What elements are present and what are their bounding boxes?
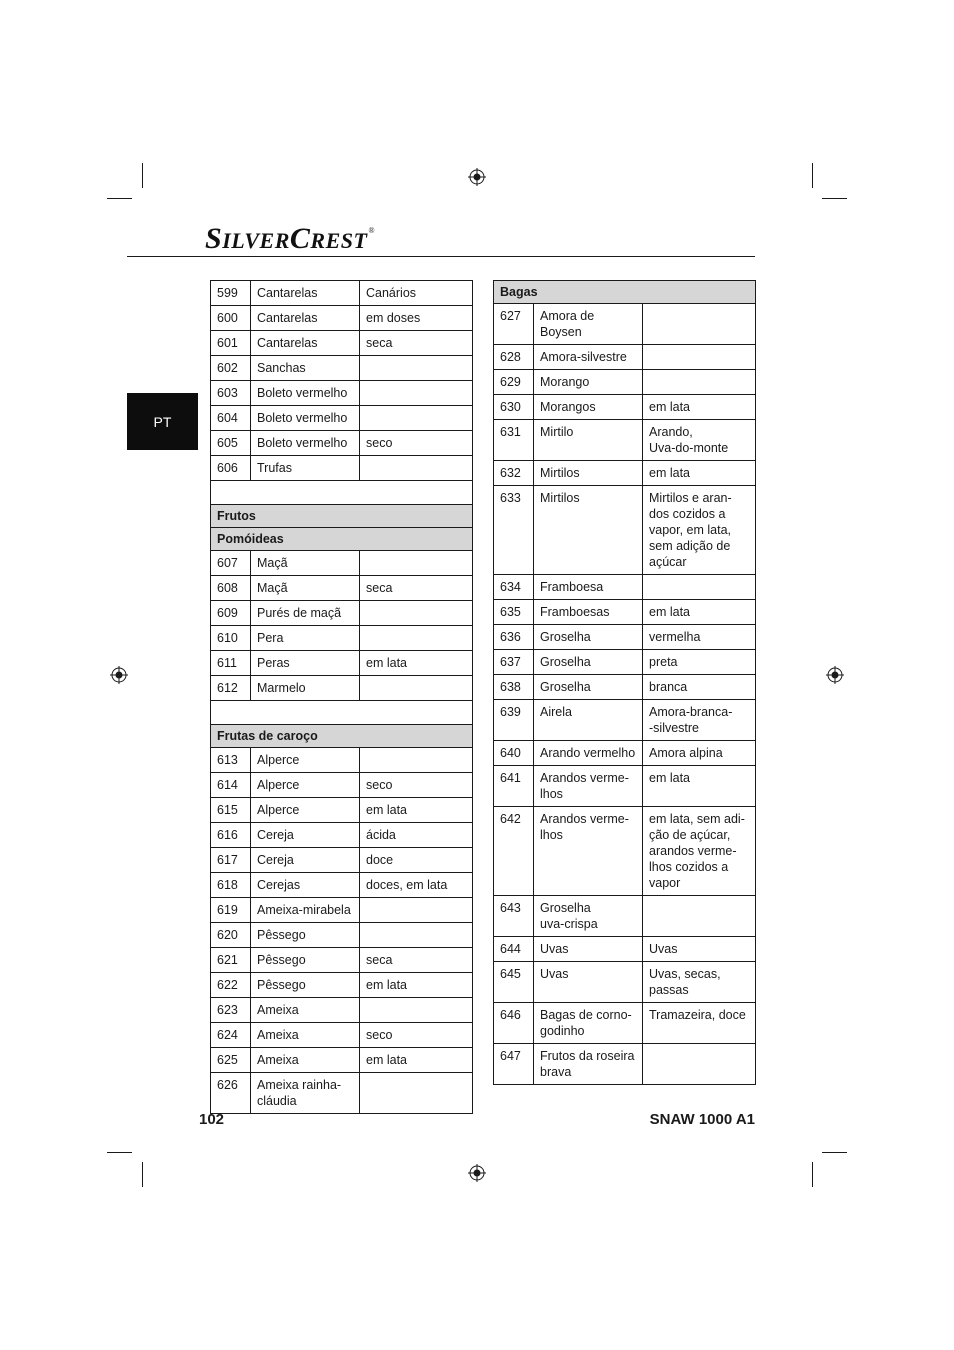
food-name: Ameixa <box>251 998 360 1023</box>
registration-mark-icon <box>468 1164 486 1182</box>
item-number: 626 <box>211 1073 251 1114</box>
food-detail: Tramazeira, doce <box>643 1003 756 1044</box>
table-row <box>211 356 473 381</box>
food-name: Alperce <box>251 773 360 798</box>
food-detail: em lata <box>643 395 756 420</box>
section-header-row <box>211 505 473 528</box>
food-detail <box>643 1044 756 1085</box>
table-row <box>494 675 756 700</box>
table-row <box>211 898 473 923</box>
food-detail <box>643 575 756 600</box>
food-detail: Uvas <box>643 937 756 962</box>
food-detail <box>360 406 473 431</box>
table-row <box>211 381 473 406</box>
table-row <box>211 626 473 651</box>
item-number: 629 <box>494 370 534 395</box>
food-name: Groselha <box>534 675 643 700</box>
food-detail: ácida <box>360 823 473 848</box>
food-detail: seco <box>360 773 473 798</box>
table-row <box>211 998 473 1023</box>
item-number: 611 <box>211 651 251 676</box>
spacer-cell <box>211 701 473 725</box>
table-row <box>211 798 473 823</box>
food-detail <box>360 748 473 773</box>
food-detail <box>360 923 473 948</box>
table-row <box>211 873 473 898</box>
item-number: 602 <box>211 356 251 381</box>
item-number: 622 <box>211 973 251 998</box>
food-detail: vermelha <box>643 625 756 650</box>
item-number: 618 <box>211 873 251 898</box>
item-number: 627 <box>494 304 534 345</box>
table-row <box>211 601 473 626</box>
food-detail: doces, em lata <box>360 873 473 898</box>
brand-logo: SILVERCREST® <box>205 222 376 255</box>
food-detail: em lata <box>360 651 473 676</box>
item-number: 623 <box>211 998 251 1023</box>
food-name: Cereja <box>251 823 360 848</box>
item-number: 613 <box>211 748 251 773</box>
table-row <box>494 600 756 625</box>
item-number: 604 <box>211 406 251 431</box>
item-number: 633 <box>494 486 534 575</box>
food-detail <box>360 381 473 406</box>
item-number: 634 <box>494 575 534 600</box>
table-row <box>494 575 756 600</box>
food-name: Pêssego <box>251 923 360 948</box>
item-number: 639 <box>494 700 534 741</box>
table-row <box>494 650 756 675</box>
table-row <box>494 766 756 807</box>
food-detail: Uvas, secas, passas <box>643 962 756 1003</box>
table-row <box>494 962 756 1003</box>
item-number: 612 <box>211 676 251 701</box>
food-detail: em lata <box>643 600 756 625</box>
food-detail: Mirtilos e aran- dos cozidos a vapor, em lata, sem adição de açúcar <box>643 486 756 575</box>
item-number: 600 <box>211 306 251 331</box>
item-number: 631 <box>494 420 534 461</box>
section-header: Pomóideas <box>211 528 473 551</box>
item-number: 641 <box>494 766 534 807</box>
food-detail <box>643 896 756 937</box>
item-number: 638 <box>494 675 534 700</box>
table-row <box>494 700 756 741</box>
food-detail <box>643 304 756 345</box>
food-detail <box>360 676 473 701</box>
table-row <box>494 625 756 650</box>
food-detail <box>360 998 473 1023</box>
food-name: Cantarelas <box>251 281 360 306</box>
food-detail: em lata <box>360 1048 473 1073</box>
table-row <box>211 406 473 431</box>
registration-mark-icon <box>826 666 844 684</box>
table-row <box>494 807 756 896</box>
food-table-right <box>493 280 756 1085</box>
food-name: Cerejas <box>251 873 360 898</box>
item-number: 614 <box>211 773 251 798</box>
food-name: Morango <box>534 370 643 395</box>
food-name: Uvas <box>534 962 643 1003</box>
food-detail <box>360 626 473 651</box>
table-row <box>494 486 756 575</box>
section-header: Frutas de caroço <box>211 725 473 748</box>
food-name: Cereja <box>251 848 360 873</box>
food-detail: Amora-branca- -silvestre <box>643 700 756 741</box>
item-number: 625 <box>211 1048 251 1073</box>
food-name: Arandos verme- lhos <box>534 766 643 807</box>
item-number: 616 <box>211 823 251 848</box>
item-number: 624 <box>211 1023 251 1048</box>
food-name: Peras <box>251 651 360 676</box>
table-row <box>494 461 756 486</box>
food-name: Amora-silvestre <box>534 345 643 370</box>
food-detail: em lata, sem adi- ção de açúcar, arandos verme- lhos cozidos a vapor <box>643 807 756 896</box>
item-number: 642 <box>494 807 534 896</box>
item-number: 607 <box>211 551 251 576</box>
food-name: Uvas <box>534 937 643 962</box>
crop-mark <box>142 1162 143 1187</box>
food-name: Alperce <box>251 798 360 823</box>
table-row <box>211 331 473 356</box>
table-row <box>211 923 473 948</box>
food-detail: seco <box>360 1023 473 1048</box>
food-name: Boleto vermelho <box>251 406 360 431</box>
table-row <box>211 456 473 481</box>
food-name: Cantarelas <box>251 306 360 331</box>
food-detail <box>643 345 756 370</box>
food-detail: seca <box>360 576 473 601</box>
item-number: 608 <box>211 576 251 601</box>
table-row <box>494 741 756 766</box>
spacer-row <box>211 701 473 725</box>
table-row <box>494 896 756 937</box>
item-number: 615 <box>211 798 251 823</box>
food-name: Boleto vermelho <box>251 431 360 456</box>
food-detail: em doses <box>360 306 473 331</box>
crop-mark <box>142 163 143 188</box>
food-detail: seca <box>360 948 473 973</box>
item-number: 643 <box>494 896 534 937</box>
table-row <box>494 345 756 370</box>
food-detail <box>643 370 756 395</box>
item-number: 630 <box>494 395 534 420</box>
food-name: Groselha <box>534 650 643 675</box>
food-name: Groselha uva-crispa <box>534 896 643 937</box>
item-number: 647 <box>494 1044 534 1085</box>
food-name: Cantarelas <box>251 331 360 356</box>
item-number: 637 <box>494 650 534 675</box>
model-number: SNAW 1000 A1 <box>649 1111 755 1128</box>
crop-mark <box>822 198 847 199</box>
item-number: 619 <box>211 898 251 923</box>
food-name: Arandos verme- lhos <box>534 807 643 896</box>
food-detail: em lata <box>360 973 473 998</box>
food-name: Ameixa <box>251 1023 360 1048</box>
table-row <box>494 1003 756 1044</box>
table-row <box>494 1044 756 1085</box>
table-row <box>211 651 473 676</box>
table-row <box>211 1048 473 1073</box>
food-detail: Amora alpina <box>643 741 756 766</box>
spacer-cell <box>211 481 473 505</box>
table-row <box>494 937 756 962</box>
item-number: 640 <box>494 741 534 766</box>
food-name: Alperce <box>251 748 360 773</box>
food-name: Groselha <box>534 625 643 650</box>
food-name: Pera <box>251 626 360 651</box>
item-number: 617 <box>211 848 251 873</box>
food-name: Ameixa-mirabela <box>251 898 360 923</box>
table-row <box>211 823 473 848</box>
item-number: 603 <box>211 381 251 406</box>
item-number: 609 <box>211 601 251 626</box>
food-name: Arando vermelho <box>534 741 643 766</box>
table-row <box>494 395 756 420</box>
item-number: 646 <box>494 1003 534 1044</box>
crop-mark <box>107 198 132 199</box>
item-number: 601 <box>211 331 251 356</box>
section-header-row <box>211 725 473 748</box>
food-name: Morangos <box>534 395 643 420</box>
table-row <box>211 773 473 798</box>
food-name: Pêssego <box>251 973 360 998</box>
table-row <box>211 948 473 973</box>
food-detail: em lata <box>360 798 473 823</box>
food-detail <box>360 456 473 481</box>
crop-mark <box>107 1152 132 1153</box>
section-header-row <box>211 528 473 551</box>
section-header-row <box>494 281 756 304</box>
food-detail: doce <box>360 848 473 873</box>
table-row <box>211 848 473 873</box>
food-name: Ameixa rainha- cláudia <box>251 1073 360 1114</box>
food-detail <box>360 601 473 626</box>
food-detail <box>360 898 473 923</box>
food-detail: em lata <box>643 461 756 486</box>
food-name: Marmelo <box>251 676 360 701</box>
table-row <box>211 973 473 998</box>
food-detail <box>360 356 473 381</box>
food-name: Sanchas <box>251 356 360 381</box>
table-row <box>494 304 756 345</box>
item-number: 644 <box>494 937 534 962</box>
food-detail <box>360 1073 473 1114</box>
item-number: 635 <box>494 600 534 625</box>
item-number: 606 <box>211 456 251 481</box>
food-detail <box>360 551 473 576</box>
food-detail: branca <box>643 675 756 700</box>
table-row <box>211 431 473 456</box>
crop-mark <box>812 163 813 188</box>
item-number: 645 <box>494 962 534 1003</box>
item-number: 610 <box>211 626 251 651</box>
food-detail: Arando, Uva-do-monte <box>643 420 756 461</box>
food-name: Pêssego <box>251 948 360 973</box>
spacer-row <box>211 481 473 505</box>
food-name: Maçã <box>251 576 360 601</box>
item-number: 636 <box>494 625 534 650</box>
food-name: Frutos da roseira brava <box>534 1044 643 1085</box>
registration-mark-icon <box>110 666 128 684</box>
food-detail: seca <box>360 331 473 356</box>
food-name: Ameixa <box>251 1048 360 1073</box>
food-detail: seco <box>360 431 473 456</box>
food-name: Trufas <box>251 456 360 481</box>
table-row <box>211 748 473 773</box>
crop-mark <box>822 1152 847 1153</box>
food-detail: Canários <box>360 281 473 306</box>
table-row <box>211 1023 473 1048</box>
food-name: Mirtilos <box>534 461 643 486</box>
table-row <box>494 370 756 395</box>
table-row <box>494 420 756 461</box>
item-number: 632 <box>494 461 534 486</box>
food-name: Mirtilo <box>534 420 643 461</box>
food-name: Framboesas <box>534 600 643 625</box>
food-name: Maçã <box>251 551 360 576</box>
food-name: Amora de Boysen <box>534 304 643 345</box>
table-row <box>211 306 473 331</box>
header-rule <box>127 256 755 257</box>
table-row <box>211 281 473 306</box>
item-number: 628 <box>494 345 534 370</box>
section-header: Frutos <box>211 505 473 528</box>
food-name: Framboesa <box>534 575 643 600</box>
food-detail: em lata <box>643 766 756 807</box>
table-row <box>211 551 473 576</box>
registration-mark-icon <box>468 168 486 186</box>
item-number: 599 <box>211 281 251 306</box>
table-row <box>211 676 473 701</box>
page-number: 102 <box>199 1111 225 1128</box>
language-tab: PT <box>127 393 198 450</box>
food-name: Bagas de corno- godinho <box>534 1003 643 1044</box>
item-number: 605 <box>211 431 251 456</box>
table-row <box>211 576 473 601</box>
section-header: Bagas <box>494 281 756 304</box>
table-row <box>211 1073 473 1114</box>
food-detail: preta <box>643 650 756 675</box>
food-name: Boleto vermelho <box>251 381 360 406</box>
food-table-left <box>210 280 473 1114</box>
item-number: 620 <box>211 923 251 948</box>
item-number: 621 <box>211 948 251 973</box>
food-name: Mirtilos <box>534 486 643 575</box>
food-name: Purés de maçã <box>251 601 360 626</box>
crop-mark <box>812 1162 813 1187</box>
food-name: Airela <box>534 700 643 741</box>
